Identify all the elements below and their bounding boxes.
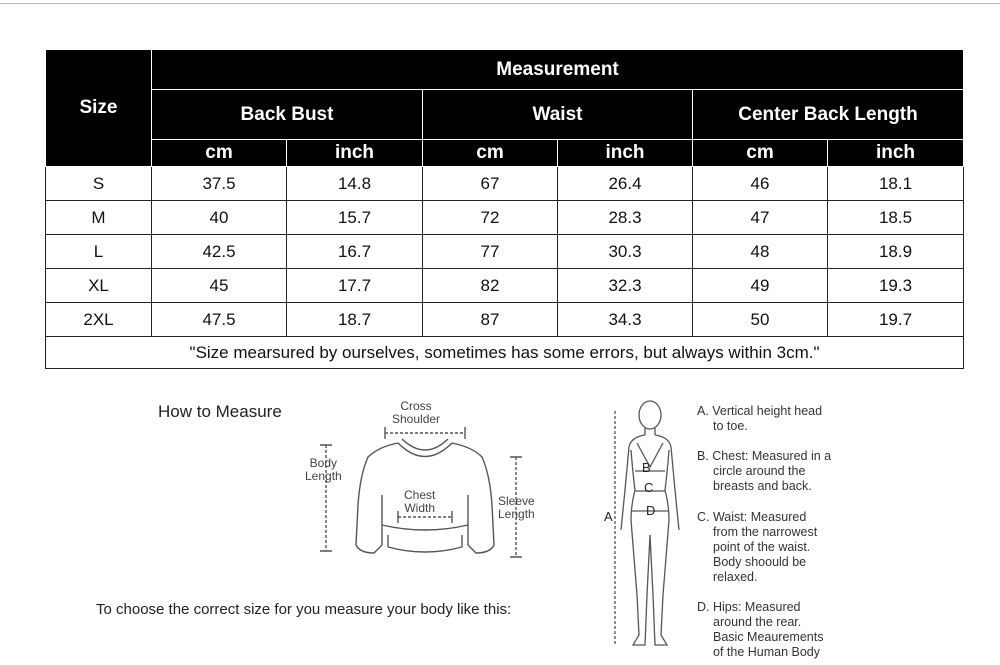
table-cell: 77 — [423, 235, 558, 269]
legend-line: point of the waist. — [713, 540, 811, 554]
body-letter-b: B — [642, 460, 651, 475]
sleeve-length-label — [498, 495, 535, 521]
table-cell: 72 — [423, 201, 558, 235]
top-divider-line — [0, 3, 1000, 4]
table-row — [46, 269, 964, 303]
table-cell: 18.1 — [828, 167, 964, 201]
legend-line: around the rear. — [713, 615, 802, 629]
size-column-header: Size — [46, 50, 152, 167]
legend-head: A. Vertical height head — [697, 404, 823, 418]
table-cell: 19.3 — [828, 269, 964, 303]
legend-line: Basic Meaurements — [713, 630, 824, 644]
label-line: Length — [305, 469, 342, 483]
table-row — [46, 235, 964, 269]
table-cell: 50 — [693, 303, 828, 337]
body-length-label — [305, 457, 342, 483]
label-line: Width — [404, 501, 436, 515]
chest-width-label — [404, 489, 435, 515]
legend-line: relaxed. — [713, 570, 758, 584]
size-chart-table — [45, 49, 964, 369]
size-label: XL — [46, 269, 152, 303]
table-cell: 30.3 — [558, 235, 693, 269]
table-row — [46, 303, 964, 337]
unit-header: inch — [558, 140, 693, 167]
legend-head: D. Hips: Measured — [697, 600, 801, 614]
body-letter-a: A — [604, 509, 613, 524]
legend-line: circle around the — [713, 464, 806, 478]
table-cell: 37.5 — [152, 167, 287, 201]
legend-line: of the Human Body — [713, 645, 821, 659]
legend-item-d — [697, 600, 823, 660]
table-cell: 45 — [152, 269, 287, 303]
table-cell: 47 — [693, 201, 828, 235]
unit-header: cm — [693, 140, 828, 167]
table-cell: 32.3 — [558, 269, 693, 303]
label-line: Length — [498, 507, 535, 521]
table-cell: 15.7 — [287, 201, 423, 235]
size-label: 2XL — [46, 303, 152, 337]
group-header-center-back-length: Center Back Length — [693, 90, 964, 140]
label-line: Cross — [400, 399, 432, 413]
human-body-diagram — [595, 395, 695, 655]
table-cell: 18.5 — [828, 201, 964, 235]
table-row — [46, 167, 964, 201]
table-cell: 48 — [693, 235, 828, 269]
unit-header: inch — [287, 140, 423, 167]
size-label: M — [46, 201, 152, 235]
legend-head: C. Waist: Measured — [697, 510, 807, 524]
table-cell: 19.7 — [828, 303, 964, 337]
label-line: Shoulder — [392, 412, 441, 426]
table-cell: 16.7 — [287, 235, 423, 269]
label-line: Sleeve — [498, 494, 535, 508]
how-to-measure-title: How to Measure — [158, 402, 282, 421]
table-cell: 18.7 — [287, 303, 423, 337]
table-cell: 87 — [423, 303, 558, 337]
table-cell: 82 — [423, 269, 558, 303]
table-cell: 28.3 — [558, 201, 693, 235]
unit-header: inch — [828, 140, 964, 167]
table-cell: 47.5 — [152, 303, 287, 337]
legend-item-a — [697, 404, 822, 434]
legend-line: breasts and back. — [713, 479, 812, 493]
table-cell: 49 — [693, 269, 828, 303]
table-cell: 40 — [152, 201, 287, 235]
group-header-back-bust: Back Bust — [152, 90, 423, 140]
body-letter-d: D — [646, 503, 656, 518]
legend-line: from the narrowest — [713, 525, 818, 539]
legend-line: Body shoould be — [713, 555, 807, 569]
table-cell: 34.3 — [558, 303, 693, 337]
table-cell: 67 — [423, 167, 558, 201]
table-cell: 17.7 — [287, 269, 423, 303]
measurement-header: Measurement — [152, 50, 964, 90]
group-header-waist: Waist — [423, 90, 693, 140]
label-line: Body — [309, 456, 338, 470]
table-row — [46, 201, 964, 235]
table-cell: 14.8 — [287, 167, 423, 201]
unit-header: cm — [152, 140, 287, 167]
measurement-note: "Size mearsured by ourselves, sometimes has some errors, but always within 3cm." — [46, 337, 964, 369]
legend-item-b — [697, 449, 831, 494]
legend-head: B. Chest: Measured in a — [697, 449, 832, 463]
legend-item-c — [697, 510, 817, 585]
label-line: Chest — [404, 488, 436, 502]
table-cell: 42.5 — [152, 235, 287, 269]
size-label: S — [46, 167, 152, 201]
table-cell: 18.9 — [828, 235, 964, 269]
size-label: L — [46, 235, 152, 269]
legend-line: to toe. — [713, 419, 748, 433]
table-cell: 46 — [693, 167, 828, 201]
cross-shoulder-label — [392, 400, 440, 426]
choose-size-instruction: To choose the correct size for you measure your body like this: — [96, 601, 512, 618]
table-cell: 26.4 — [558, 167, 693, 201]
unit-header: cm — [423, 140, 558, 167]
body-letter-c: C — [644, 480, 654, 495]
